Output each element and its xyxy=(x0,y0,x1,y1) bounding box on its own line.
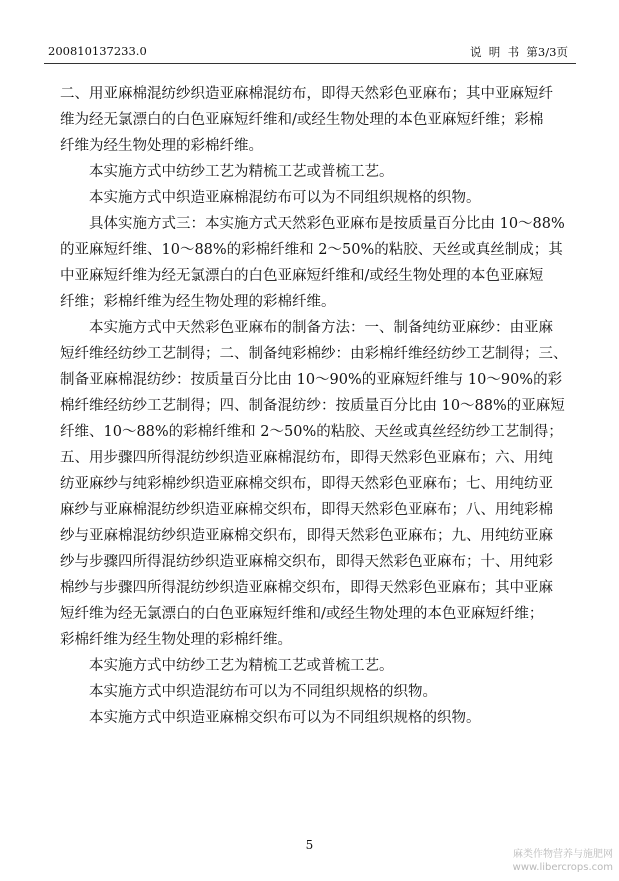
text-line: 彩棉纤维为经生物处理的彩棉纤维。 xyxy=(60,632,292,648)
doc-number: 200810137233.0 xyxy=(48,44,147,58)
text-line: 短纤维为经无氯漂白的白色亚麻短纤维和/或经生物处理的本色亚麻短纤维； xyxy=(60,606,544,622)
text-line: 棉纤维经纺纱工艺制得；四、制备混纺纱：按质量百分比由 10～88%的亚麻短 xyxy=(60,398,565,414)
text-line: 本实施方式中纺纱工艺为精梳工艺或普梳工艺。 xyxy=(89,164,394,180)
text-line: 二、用亚麻棉混纺纱织造亚麻棉混纺布，即得天然彩色亚麻布；其中亚麻短纤 xyxy=(60,86,553,102)
text-line: 纤维；彩棉纤维为经生物处理的彩棉纤维。 xyxy=(60,294,336,310)
text-line: 纺亚麻纱与纯彩棉纱织造亚麻棉交织布，即得天然彩色亚麻布；七、用纯纺亚 xyxy=(60,476,553,492)
text-line: 纤维、10～88%的彩棉纤维和 2～50%的粘胶、天丝或真丝经纺纱工艺制得； xyxy=(60,424,563,440)
text-line: 麻纱与亚麻棉混纺纱织造亚麻棉交织布，即得天然彩色亚麻布；八、用纯彩棉 xyxy=(60,502,553,518)
text-line: 本实施方式中纺纱工艺为精梳工艺或普梳工艺。 xyxy=(89,658,394,674)
text-line: 维为经无氯漂白的白色亚麻短纤维和/或经生物处理的本色亚麻短纤维；彩棉 xyxy=(60,112,544,128)
text-line: 的亚麻短纤维、10～88%的彩棉纤维和 2～50%的粘胶、天丝或真丝制成；其 xyxy=(60,242,563,258)
watermark xyxy=(493,848,613,874)
text-line: 本实施方式中织造亚麻棉混纺布可以为不同组织规格的织物。 xyxy=(89,190,481,206)
text-line: 棉纱与步骤四所得混纺纱织造亚麻棉交织布，即得天然彩色亚麻布；其中亚麻 xyxy=(60,580,553,596)
text-line: 中亚麻短纤维为经无氯漂白的白色亚麻短纤维和/或经生物处理的本色亚麻短 xyxy=(60,268,544,284)
header-rule xyxy=(44,63,576,64)
text-line: 纱与亚麻棉混纺纱织造亚麻棉交织布，即得天然彩色亚麻布；九、用纯纺亚麻 xyxy=(60,528,553,544)
text-line: 纤维为经生物处理的彩棉纤维。 xyxy=(60,138,263,154)
text-line: 五、用步骤四所得混纺纱织造亚麻棉混纺布，即得天然彩色亚麻布；六、用纯 xyxy=(60,450,553,466)
header-title-page: 说 明 书 第3/3页 xyxy=(470,45,568,59)
text-line: 短纤维经纺纱工艺制得；二、制备纯彩棉纱：由彩棉纤维经纺纱工艺制得；三、 xyxy=(60,346,568,362)
text-line: 具体实施方式三：本实施方式天然彩色亚麻布是按质量百分比由 10～88% xyxy=(89,216,565,232)
watermark-site-name: 麻类作物营养与施肥网 xyxy=(513,849,613,860)
text-line: 本实施方式中织造亚麻棉交织布可以为不同组织规格的织物。 xyxy=(89,710,481,726)
text-line: 本实施方式中天然彩色亚麻布的制备方法：一、制备纯纺亚麻纱：由亚麻 xyxy=(89,320,553,336)
watermark-url: www.libercrops.com xyxy=(512,862,613,873)
text-line: 制备亚麻棉混纺纱：按质量百分比由 10～90%的亚麻短纤维与 10～90%的彩 xyxy=(60,372,563,388)
text-line: 本实施方式中织造混纺布可以为不同组织规格的织物。 xyxy=(89,684,437,700)
page-number: 5 xyxy=(305,838,314,852)
text-line: 纱与步骤四所得混纺纱织造亚麻棉交织布，即得天然彩色亚麻布；十、用纯彩 xyxy=(60,554,553,570)
